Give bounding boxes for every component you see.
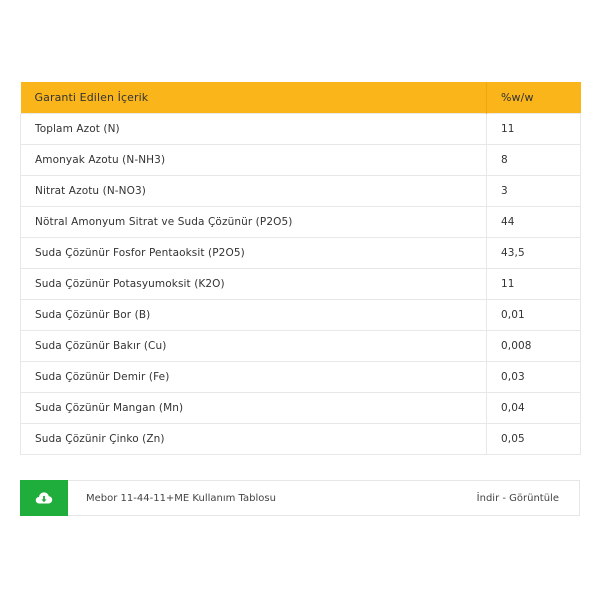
row-label: Toplam Azot (N) bbox=[21, 114, 487, 145]
row-value: 0,03 bbox=[487, 362, 581, 393]
guaranteed-content-table bbox=[20, 82, 581, 455]
row-label: Amonyak Azotu (N-NH3) bbox=[21, 145, 487, 176]
header-percent: %w/w bbox=[487, 82, 581, 114]
row-value: 11 bbox=[487, 114, 581, 145]
cloud-download-icon bbox=[35, 491, 53, 505]
row-label: Suda Çözünür Bor (B) bbox=[21, 300, 487, 331]
row-label: Suda Çözünür Potasyumoksit (K2O) bbox=[21, 269, 487, 300]
table-row bbox=[21, 114, 581, 145]
row-value: 0,008 bbox=[487, 331, 581, 362]
row-label: Suda Çözünür Demir (Fe) bbox=[21, 362, 487, 393]
row-label: Suda Çözünür Mangan (Mn) bbox=[21, 393, 487, 424]
row-value: 0,05 bbox=[487, 424, 581, 455]
row-label: Suda Çözünür Fosfor Pentaoksit (P2O5) bbox=[21, 238, 487, 269]
download-view-link[interactable]: İndir - Görüntüle bbox=[476, 492, 559, 504]
row-value: 11 bbox=[487, 269, 581, 300]
row-value: 8 bbox=[487, 145, 581, 176]
row-value: 3 bbox=[487, 176, 581, 207]
table-row bbox=[21, 145, 581, 176]
row-value: 0,01 bbox=[487, 300, 581, 331]
table-row bbox=[21, 176, 581, 207]
table-row bbox=[21, 269, 581, 300]
row-value: 0,04 bbox=[487, 393, 581, 424]
row-label: Suda Çözünir Çinko (Zn) bbox=[21, 424, 487, 455]
table-row bbox=[21, 207, 581, 238]
table-row bbox=[21, 424, 581, 455]
header-content: Garanti Edilen İçerik bbox=[21, 82, 487, 114]
download-icon-box[interactable] bbox=[20, 480, 68, 516]
table-header-row bbox=[21, 82, 581, 114]
table-row bbox=[21, 300, 581, 331]
row-value: 43,5 bbox=[487, 238, 581, 269]
row-value: 44 bbox=[487, 207, 581, 238]
table-row bbox=[21, 393, 581, 424]
table-row bbox=[21, 362, 581, 393]
download-file-name: Mebor 11-44-11+ME Kullanım Tablosu bbox=[86, 492, 276, 504]
row-label: Nitrat Azotu (N-NO3) bbox=[21, 176, 487, 207]
row-label: Suda Çözünür Bakır (Cu) bbox=[21, 331, 487, 362]
row-label: Nötral Amonyum Sitrat ve Suda Çözünür (P2O5) bbox=[21, 207, 487, 238]
download-bar[interactable] bbox=[20, 480, 580, 516]
table-row bbox=[21, 238, 581, 269]
table-row bbox=[21, 331, 581, 362]
